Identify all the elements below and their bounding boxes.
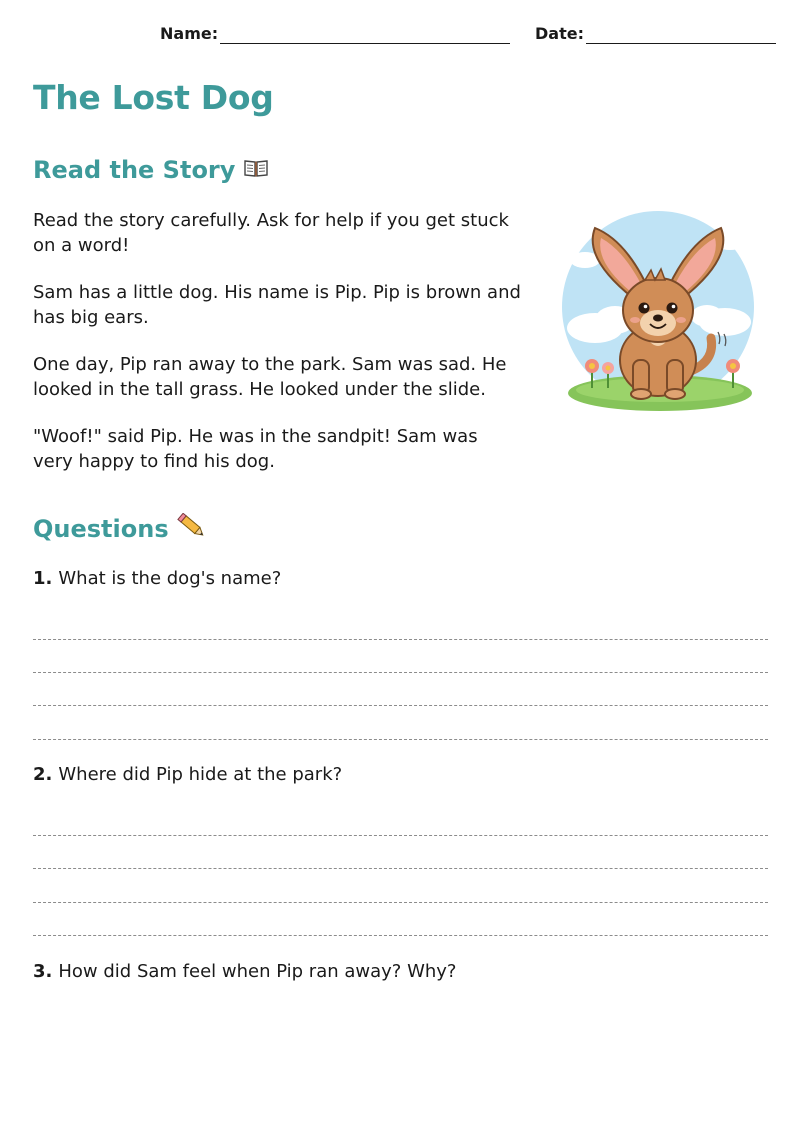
story-paragraph: One day, Pip ran away to the park. Sam was sad. He looked in the tall grass. He looked under the slide.: [33, 354, 507, 400]
answer-line[interactable]: [33, 902, 768, 903]
question-number: 1.: [33, 568, 53, 589]
answer-line[interactable]: [33, 935, 768, 936]
question-text: What is the dog's name?: [58, 568, 282, 589]
read-story-heading-text: Read the Story: [33, 156, 236, 184]
story-text: [33, 209, 523, 497]
answer-line[interactable]: [33, 672, 768, 673]
name-field[interactable]: [160, 22, 510, 44]
name-label: Name:: [160, 24, 219, 43]
date-field[interactable]: [535, 22, 776, 44]
story-paragraph: Read the story carefully. Ask for help if you get stuck on a word!: [33, 210, 509, 256]
question-2: [33, 763, 342, 787]
question-3: [33, 960, 456, 984]
open-book-icon: [243, 156, 269, 184]
name-line[interactable]: [220, 25, 510, 44]
answer-line[interactable]: [33, 835, 768, 836]
answer-line[interactable]: [33, 639, 768, 640]
date-line[interactable]: [586, 25, 776, 44]
story-paragraph: "Woof!" said Pip. He was in the sandpit! Sam was very happy to find his dog.: [33, 426, 478, 472]
answer-line[interactable]: [33, 868, 768, 869]
dog-illustration: [555, 210, 767, 420]
answer-line[interactable]: [33, 739, 768, 740]
worksheet-title: The Lost Dog: [33, 78, 274, 117]
question-1: [33, 567, 281, 591]
question-number: 3.: [33, 961, 53, 982]
answer-line[interactable]: [33, 705, 768, 706]
question-number: 2.: [33, 764, 53, 785]
questions-heading: [33, 513, 207, 545]
date-label: Date:: [535, 24, 584, 43]
questions-heading-text: Questions: [33, 515, 169, 543]
question-text: Where did Pip hide at the park?: [58, 764, 343, 785]
story-paragraph: Sam has a little dog. His name is Pip. Pip is brown and has big ears.: [33, 282, 521, 328]
pencil-icon: [177, 513, 207, 545]
read-story-heading: [33, 156, 269, 184]
question-text: How did Sam feel when Pip ran away? Why?: [58, 961, 457, 982]
